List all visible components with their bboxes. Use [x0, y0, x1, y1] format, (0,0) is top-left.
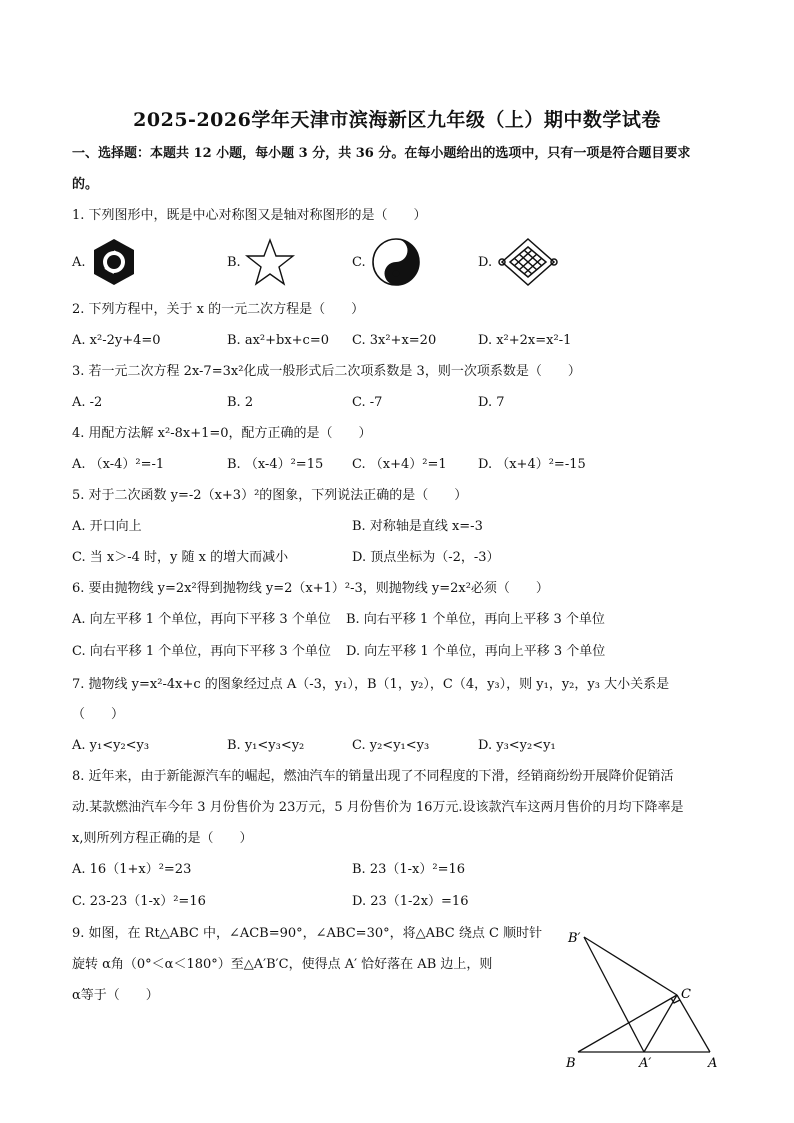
q9-stem-line2: 旋转 α角（0°＜α＜180°）至△A′B′C，使得点 A′ 恰好落在 AB 边上，则 — [72, 957, 493, 972]
segment-c-aprime — [644, 995, 677, 1052]
q9-stem-line1: 9. 如图，在 Rt△ABC 中，∠ACB=90°，∠ABC=30°，将△ABC 绕点 C 顺时针 — [72, 926, 543, 941]
q1-option-b-label: B. — [227, 255, 241, 270]
q4-option-b: B. （x-4）²=15 — [227, 457, 324, 472]
q5-option-b: B. 对称轴是直线 x=-3 — [352, 519, 483, 534]
q6-option-d: D. 向左平移 1 个单位，再向上平移 3 个单位 — [346, 644, 606, 659]
q1-option-c-label: C. — [352, 255, 366, 270]
segment-bprime-aprime — [584, 937, 644, 1052]
q2-option-b: B. ax²+bx+c=0 — [227, 333, 329, 348]
q2-option-d: D. x²+2x=x²-1 — [478, 333, 572, 348]
q8-stem-line1: 8. 近年来，由于新能源汽车的崛起，燃油汽车的销量出现了不同程度的下滑，经销商纷纷开展降价促销活 — [72, 769, 674, 784]
q1-option-d-label: D. — [478, 255, 493, 270]
q3-option-b: B. 2 — [227, 395, 254, 410]
star-outline-icon — [244, 238, 296, 288]
q3-option-d: D. 7 — [478, 395, 505, 410]
page-title: 2025-2026学年天津市滨海新区九年级（上）期中数学试卷 — [133, 109, 661, 131]
label-a: A — [708, 1056, 718, 1071]
q5-option-d: D. 顶点坐标为（-2，-3） — [352, 550, 500, 565]
segment-bprime-c — [584, 937, 677, 995]
q8-stem-line3: x,则所列方程正确的是（ ） — [72, 831, 253, 846]
q1-option-a-label: A. — [72, 255, 86, 270]
q4-option-c: C. （x+4）²=1 — [352, 457, 447, 472]
q2-option-c: C. 3x²+x=20 — [352, 333, 437, 348]
label-c: C — [681, 987, 691, 1002]
section1-instruction-line2: 的。 — [72, 177, 99, 192]
q8-option-d: D. 23（1-2x）=16 — [352, 894, 469, 909]
q5-option-c: C. 当 x＞-4 时，y 随 x 的增大而减小 — [72, 550, 289, 565]
q6-option-a: A. 向左平移 1 个单位，再向下平移 3 个单位 — [72, 612, 331, 627]
q8-stem-line2: 动.某款燃油汽车今年 3 月份售价为 23万元，5 月份售价为 16万元.设该款汽车这两月售价的月均下降率是 — [72, 800, 684, 815]
q3-stem: 3. 若一元二次方程 2x-7=3x²化成一般形式后二次项系数是 3，则一次项系数是（ ） — [72, 364, 581, 379]
label-b: B — [566, 1056, 576, 1071]
q8-option-b: B. 23（1-x）²=16 — [352, 862, 466, 877]
q7-option-a: A. y₁<y₂<y₃ — [72, 738, 150, 753]
q8-option-c: C. 23-23（1-x）²=16 — [72, 894, 206, 909]
hexagon-aperture-icon — [90, 237, 138, 287]
label-b-prime: B′ — [568, 931, 581, 946]
q4-stem: 4. 用配方法解 x²-8x+1=0，配方正确的是（ ） — [72, 426, 372, 441]
taiji-icon — [370, 236, 422, 288]
q5-option-a: A. 开口向上 — [72, 519, 142, 534]
segment-ca — [677, 995, 710, 1052]
segment-bc — [578, 995, 677, 1052]
q4-option-d: D. （x+4）²=-15 — [478, 457, 586, 472]
q6-option-b: B. 向右平移 1 个单位，再向上平移 3 个单位 — [346, 612, 605, 627]
q3-option-c: C. -7 — [352, 395, 383, 410]
q5-stem: 5. 对于二次函数 y=-2（x+3）²的图象，下列说法正确的是（ ） — [72, 488, 468, 503]
q2-option-a: A. x²-2y+4=0 — [72, 333, 161, 348]
label-a-prime: A′ — [639, 1056, 652, 1071]
q7-stem-continued: （ ） — [72, 707, 125, 722]
chinese-knot-icon — [496, 236, 560, 288]
q6-option-c: C. 向右平移 1 个单位，再向下平移 3 个单位 — [72, 644, 331, 659]
q7-option-c: C. y₂<y₁<y₃ — [352, 738, 430, 753]
q6-stem: 6. 要由抛物线 y=2x²得到抛物线 y=2（x+1）²-3，则抛物线 y=2x²必须（ ） — [72, 581, 549, 596]
q7-option-d: D. y₃<y₂<y₁ — [478, 738, 556, 753]
q1-stem: 1. 下列图形中，既是中心对称图又是轴对称图形的是（ ） — [72, 208, 427, 223]
section1-instruction-line1: 一、选择题：本题共 12 小题，每小题 3 分，共 36 分。在每小题给出的选项中，只有一项是符合题目要求 — [72, 146, 691, 161]
q7-stem: 7. 抛物线 y=x²-4x+c 的图象经过点 A（-3，y₁），B（1，y₂），C（4，y₃），则 y₁，y₂，y₃ 大小关系是 — [72, 677, 670, 692]
q9-stem-line3: α等于（ ） — [72, 988, 159, 1003]
q9-geometry-figure — [560, 922, 730, 1077]
q3-option-a: A. -2 — [72, 395, 103, 410]
q4-option-a: A. （x-4）²=-1 — [72, 457, 165, 472]
q7-option-b: B. y₁<y₃<y₂ — [227, 738, 305, 753]
q8-option-a: A. 16（1+x）²=23 — [72, 862, 192, 877]
q2-stem: 2. 下列方程中，关于 x 的一元二次方程是（ ） — [72, 302, 365, 317]
